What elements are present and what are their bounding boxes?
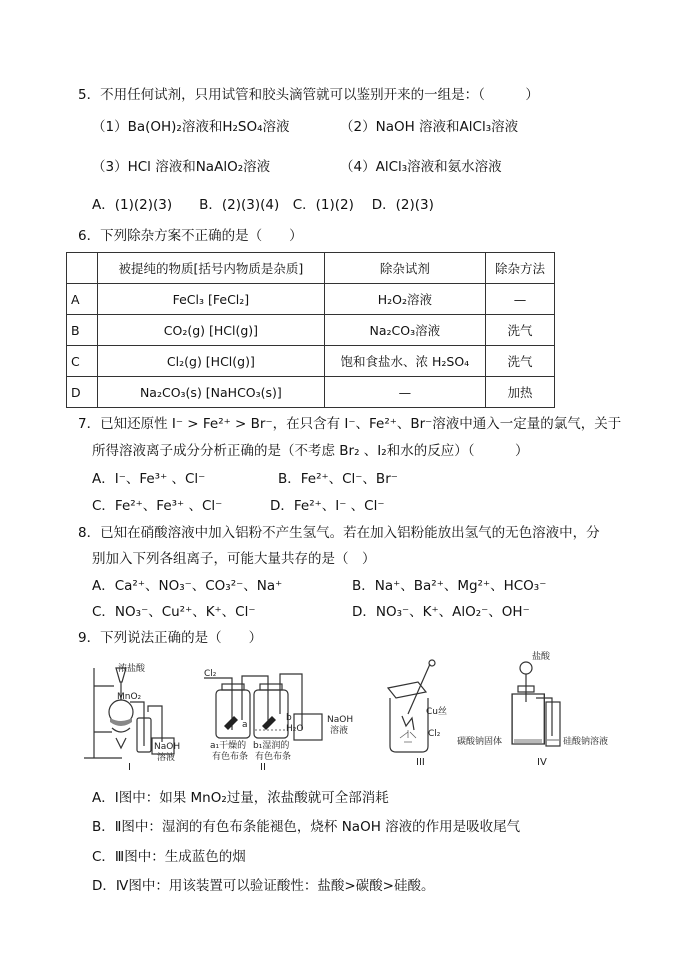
q8-option-d: D．NO₃⁻、K⁺、AlO₂⁻、OH⁻ <box>352 604 530 620</box>
table-cell: D <box>67 377 98 408</box>
q8-option-b: B．Na⁺、Ba²⁺、Mg²⁺、HCO₃⁻ <box>352 578 547 594</box>
apparatus-2-cl2-label: Cl₂ <box>204 669 217 679</box>
table-row <box>67 284 555 315</box>
q7-option-a: A．I⁻、Fe³⁺ 、Cl⁻ <box>92 471 206 487</box>
table-cell: CO₂(g) [HCl(g)] <box>98 315 325 346</box>
q5-item-2: （2）NaOH 溶液和AlCl₃溶液 <box>340 119 519 135</box>
apparatus-3-cl2-label: Cl₂ <box>428 729 441 739</box>
table-cell: 洗气 <box>485 346 554 377</box>
apparatus-2-a1-label: a₁干燥的 <box>210 741 247 751</box>
apparatus-2-b1-cloth-label: 有色布条 <box>255 752 292 762</box>
apparatus-1-number: I <box>128 762 131 773</box>
q9-option-a: A．Ⅰ图中：如果 MnO₂过量，浓盐酸就可全部消耗 <box>92 790 389 806</box>
table-cell: H₂O₂溶液 <box>324 284 485 315</box>
table-cell: 饱和食盐水、浓 H₂SO₄ <box>324 346 485 377</box>
apparatus-2-a-label: a <box>242 720 248 730</box>
q7-option-d: D．Fe²⁺、I⁻ 、Cl⁻ <box>270 498 385 514</box>
apparatus-1-mno2-label: MnO₂ <box>117 692 142 702</box>
table-cell: — <box>324 377 485 408</box>
table-row <box>67 315 555 346</box>
table-header-cell: 被提纯的物质[括号内物质是杂质] <box>98 253 325 284</box>
apparatus-4-number: IV <box>537 757 547 768</box>
table-cell: Na₂CO₃(s) [NaHCO₃(s)] <box>98 377 325 408</box>
table-cell: Cl₂(g) [HCl(g)] <box>98 346 325 377</box>
table-cell: Na₂CO₃溶液 <box>324 315 485 346</box>
table-header-cell: 除杂方法 <box>485 253 554 284</box>
table-cell: 加热 <box>485 377 554 408</box>
table-cell: B <box>67 315 98 346</box>
apparatus-2-number: II <box>260 762 266 773</box>
apparatus-2-b1-label: b₁湿润的 <box>253 741 290 751</box>
apparatus-3-cu-label: Cu丝 <box>426 707 447 717</box>
q6-table <box>66 252 555 408</box>
q8-stem-1: 8．已知在硝酸溶液中加入铝粉不产生氢气。若在加入铝粉能放出氢气的无色溶液中，分 <box>78 525 600 541</box>
table-cell: A <box>67 284 98 315</box>
q8-stem-2: 别加入下列各组离子，可能大量共存的是（ ） <box>92 551 376 567</box>
apparatus-2-a1-cloth-label: 有色布条 <box>212 752 249 762</box>
table-row <box>67 377 555 408</box>
apparatus-2-b-label: b <box>286 713 292 723</box>
q7-stem-2: 所得溶液离子成分分析正确的是（不考虑 Br₂ 、I₂和水的反应）（ ） <box>92 443 529 459</box>
q5-stem: 5．不用任何试剂，只用试管和胶头滴管就可以鉴别开来的一组是：（ ） <box>78 87 539 103</box>
table-cell: FeCl₃ [FeCl₂] <box>98 284 325 315</box>
table-cell: C <box>67 346 98 377</box>
q9-option-d: D．Ⅳ图中：用该装置可以验证酸性：盐酸>碳酸>硅酸。 <box>92 878 435 894</box>
apparatus-4-acid-label: 盐酸 <box>532 652 551 662</box>
q5-item-3: （3）HCl 溶液和NaAlO₂溶液 <box>92 159 271 175</box>
apparatus-2-naoh-label: NaOH <box>327 715 354 725</box>
table-cell: — <box>485 284 554 315</box>
q7-stem-1: 7．已知还原性 I⁻ > Fe²⁺ > Br⁻，在只含有 I⁻、Fe²⁺、Br⁻溶液中通入一定量的氯气，关于 <box>78 416 622 432</box>
table-header-row <box>67 253 555 284</box>
q5-item-4: （4）AlCl₃溶液和氨水溶液 <box>340 159 502 175</box>
table-header-cell <box>67 253 98 284</box>
apparatus-3-number: III <box>416 757 425 768</box>
apparatus-2-h2o-label: H₂O <box>286 724 304 734</box>
table-row <box>67 346 555 377</box>
table-header-cell: 除杂试剂 <box>324 253 485 284</box>
apparatus-2-solution-label: 溶液 <box>330 726 349 736</box>
apparatus-1-acid-label: 浓盐酸 <box>118 664 146 674</box>
apparatus-4-silicate-label: 硅酸钠溶液 <box>563 737 609 747</box>
apparatus-1-naoh-label: NaOH <box>154 742 181 752</box>
q5-item-1: （1）Ba(OH)₂溶液和H₂SO₄溶液 <box>92 119 290 135</box>
apparatus-1-solution-label: 溶液 <box>157 753 176 763</box>
apparatus-4-solid-label: 碳酸钠固体 <box>457 737 503 747</box>
q9-option-b: B．Ⅱ图中：湿润的有色布条能褪色，烧杯 NaOH 溶液的作用是吸收尾气 <box>92 819 521 835</box>
table-cell: 洗气 <box>485 315 554 346</box>
q5-options: A．(1)(2)(3) B．(2)(3)(4) C．(1)(2) D．(2)(3) <box>92 197 434 213</box>
q7-option-b: B．Fe²⁺、Cl⁻、Br⁻ <box>278 471 398 487</box>
q8-option-c: C．NO₃⁻、Cu²⁺、K⁺、Cl⁻ <box>92 604 256 620</box>
q8-option-a: A．Ca²⁺、NO₃⁻、CO₃²⁻、Na⁺ <box>92 578 283 594</box>
q9-stem: 9．下列说法正确的是（ ） <box>78 630 263 646</box>
q7-option-c: C．Fe²⁺、Fe³⁺ 、Cl⁻ <box>92 498 223 514</box>
q9-option-c: C．Ⅲ图中：生成蓝色的烟 <box>92 849 246 865</box>
q6-stem: 6．下列除杂方案不正确的是（ ） <box>78 228 303 244</box>
